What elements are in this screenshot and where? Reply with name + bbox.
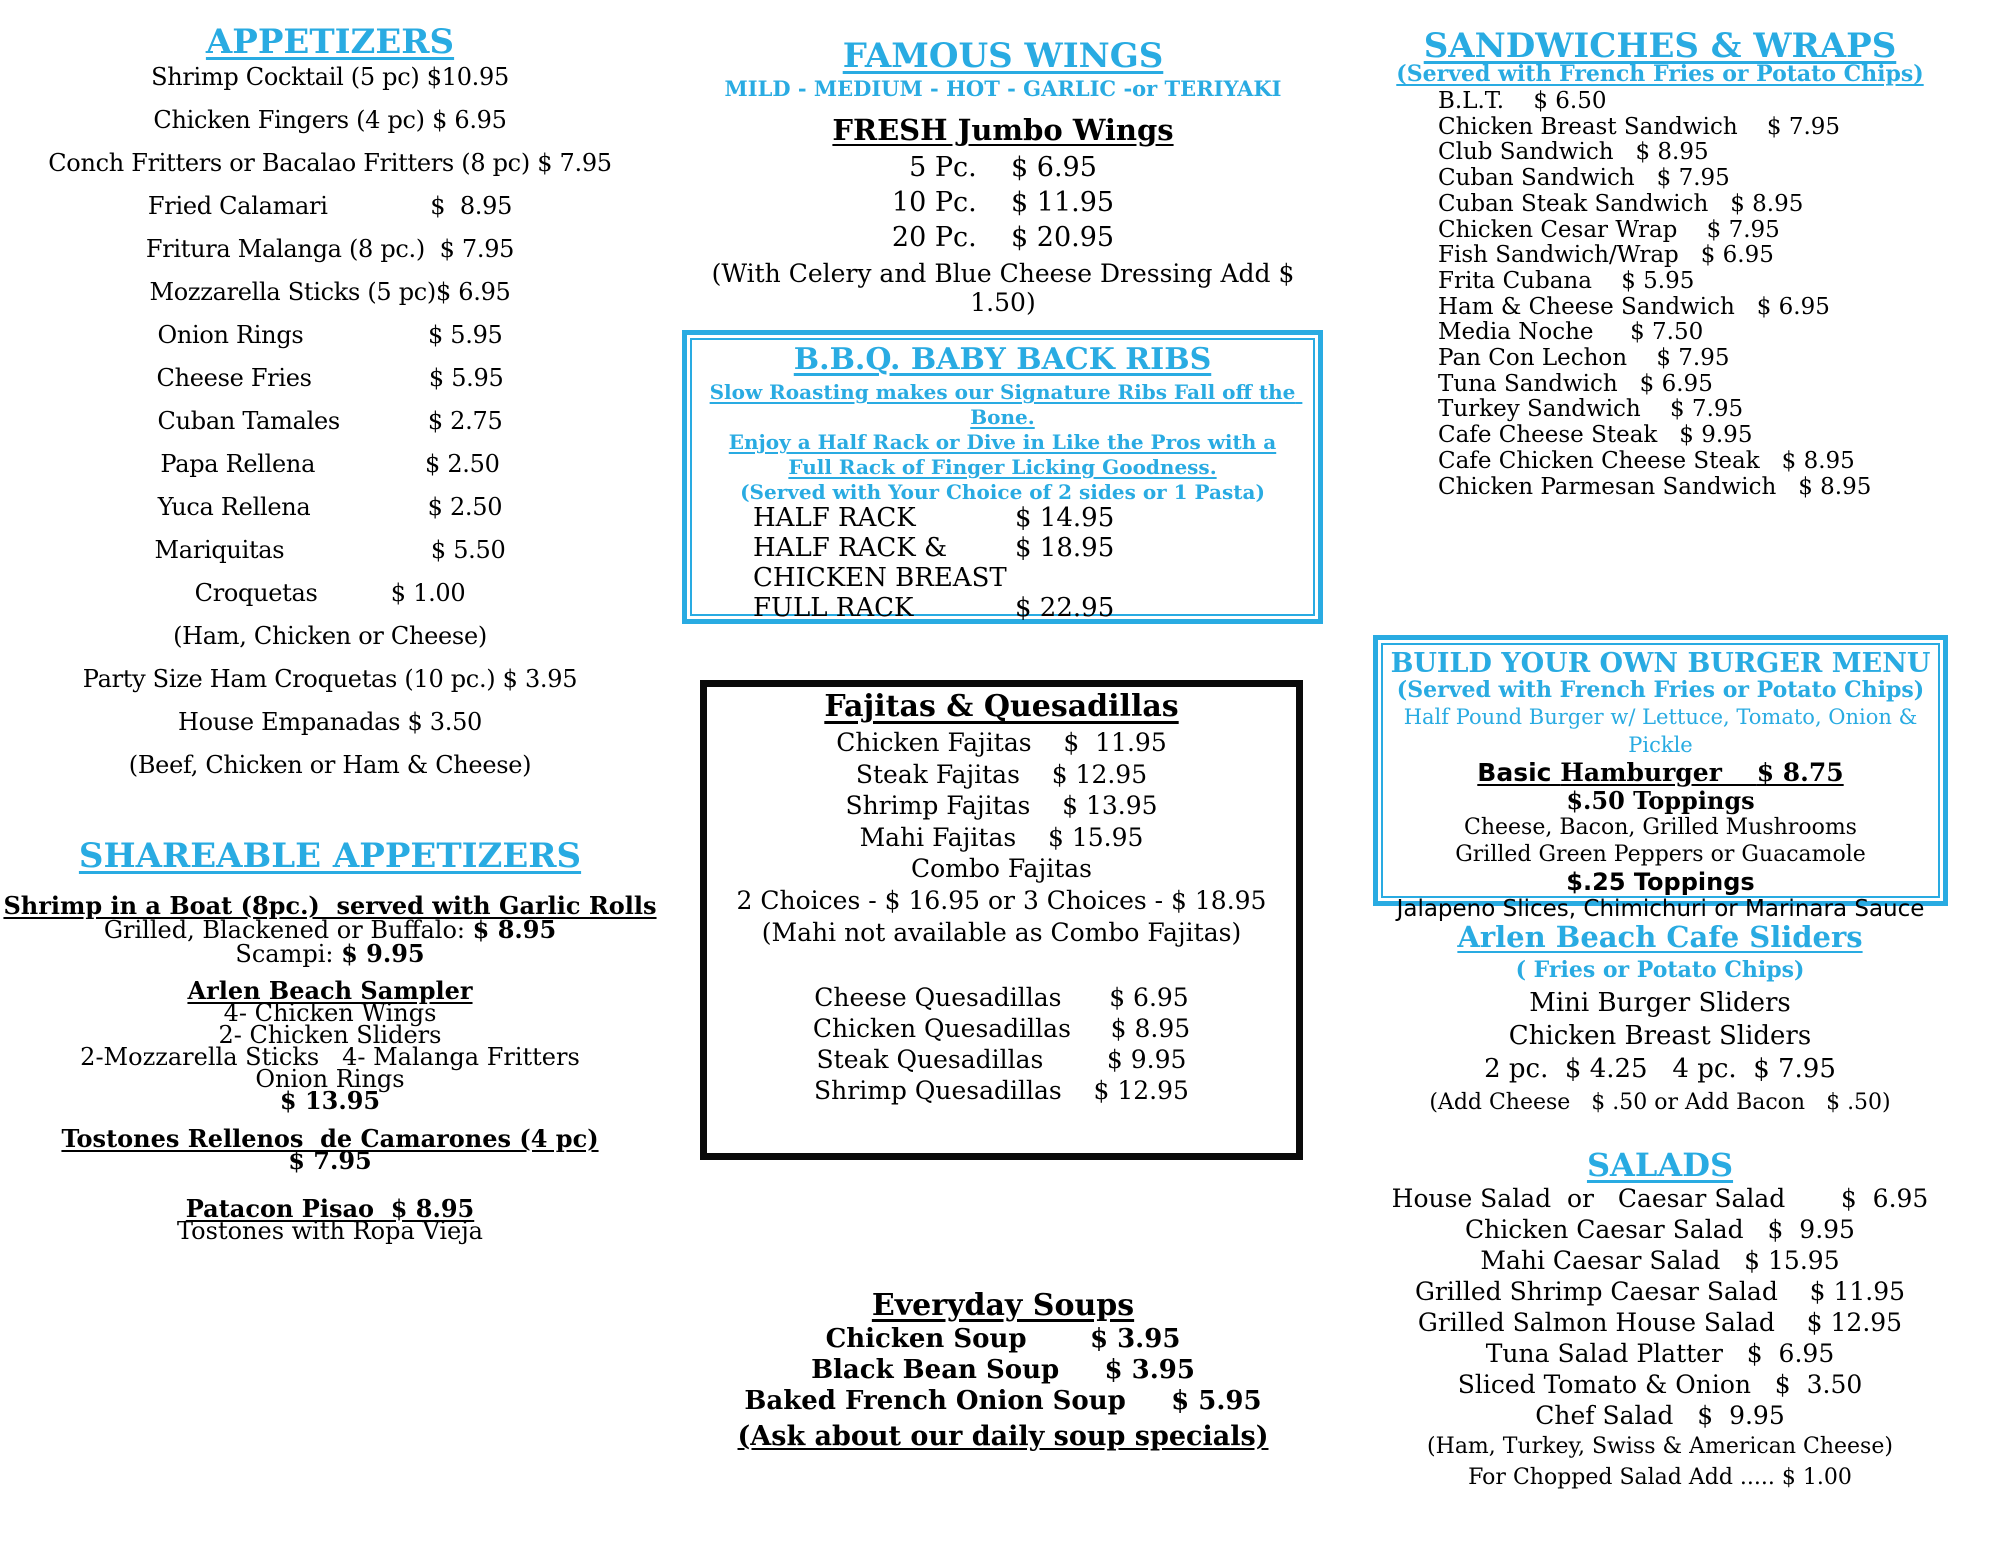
shareable-item: Shrimp in a Boat (8pc.) served with Garlic Rolls	[3, 891, 657, 920]
salads-title: SALADS	[1586, 1146, 1734, 1184]
wings-size-item: 20 Pc. $ 20.95	[891, 222, 1115, 253]
item-name: HALF RACK	[753, 503, 916, 533]
fajitas-item: Combo Fajitas	[911, 854, 1092, 884]
fajitas-item: Steak Fajitas $ 12.95	[855, 759, 1148, 789]
shareable-appetizers-title: SHAREABLE APPETIZERS	[78, 836, 582, 876]
arlen-beach-sampler-group	[0, 976, 660, 1115]
item-name: HALF RACK & CHICKEN BREAST	[753, 533, 1007, 593]
salad-item: Mahi Caesar Salad $ 15.95	[1480, 1246, 1840, 1275]
shareable-item: $ 13.95	[279, 1086, 381, 1115]
appetizer-item: Yuca Rellena $ 2.50	[157, 493, 503, 521]
burger-menu-lines	[1378, 677, 1943, 924]
burger-line: (Served with French Fries or Potato Chips)	[1396, 677, 1925, 703]
burger-line: Basic Hamburger $ 8.75	[1477, 758, 1844, 788]
wings-size-item: 10 Pc. $ 11.95	[891, 187, 1115, 218]
appetizer-item: Mozzarella Sticks (5 pc)$ 6.95	[149, 278, 511, 306]
salad-item: Chicken Caesar Salad $ 9.95	[1465, 1215, 1855, 1244]
shareable-item: $ 7.95	[288, 1146, 372, 1175]
sandwiches-item-list	[1438, 89, 1978, 500]
fresh-jumbo-wings-heading: FRESH Jumbo Wings	[832, 113, 1174, 147]
shareable-item: Scampi: $ 9.95	[235, 939, 425, 968]
salads-item-list	[1360, 1183, 1960, 1493]
slider-item: Chicken Breast Sliders	[1508, 1021, 1812, 1051]
sandwich-item: Turkey Sandwich $ 7.95	[1438, 396, 1744, 423]
cafe-sliders-title: Arlen Beach Cafe Sliders	[1457, 920, 1863, 954]
appetizer-item: Fried Calamari $ 8.95	[147, 192, 513, 220]
appetizer-item: Cuban Tamales $ 2.75	[157, 407, 503, 435]
fajitas-item-list	[707, 727, 1296, 948]
sandwiches-wraps-title: SANDWICHES & WRAPS	[1423, 26, 1897, 66]
soup-item: Baked French Onion Soup $ 5.95	[744, 1386, 1262, 1416]
bbq-price-row	[753, 593, 1318, 623]
appetizer-item: Croquetas $ 1.00	[194, 579, 466, 607]
salad-item: For Chopped Salad Add ..... $ 1.00	[1468, 1465, 1852, 1490]
shareable-item: 2- Chicken Sliders	[218, 1021, 442, 1049]
appetizer-item: (Ham, Chicken or Cheese)	[173, 622, 487, 650]
fajitas-title: Fajitas & Quesadillas	[824, 689, 1179, 724]
appetizer-item: Shrimp Cocktail (5 pc) $10.95	[151, 63, 509, 91]
everyday-soups-title: Everyday Soups	[871, 1288, 1135, 1323]
shareable-item: Arlen Beach Sampler	[187, 976, 473, 1005]
wings-flavors-subtitle: MILD - MEDIUM - HOT - GARLIC -or TERIYAKI	[724, 76, 1282, 101]
burger-line: Half Pound Burger w/ Lettuce, Tomato, Onion & Pickle	[1403, 705, 1924, 757]
soup-item: Black Bean Soup $ 3.95	[811, 1355, 1195, 1385]
quesadilla-item: Shrimp Quesadillas $ 12.95	[814, 1076, 1189, 1105]
sandwich-item: Fish Sandwich/Wrap $ 6.95	[1438, 242, 1774, 269]
appetizer-item: Party Size Ham Croquetas (10 pc.) $ 3.95	[82, 665, 578, 693]
bbq-description-line: Slow Roasting makes our Signature Ribs Fall off the Bone.	[709, 380, 1303, 429]
burger-line: Grilled Green Peppers or Guacamole	[1455, 842, 1866, 868]
sandwich-item: Tuna Sandwich $ 6.95	[1438, 370, 1713, 397]
bbq-price-row	[753, 533, 1318, 593]
item-price: $ 18.95	[1015, 533, 1115, 563]
slider-item: 2 pc. $ 4.25 4 pc. $ 7.95	[1484, 1054, 1836, 1084]
sandwich-item: Club Sandwich $ 8.95	[1438, 139, 1709, 166]
bbq-price-rows	[687, 503, 1318, 623]
appetizer-item: (Beef, Chicken or Ham & Cheese)	[128, 751, 532, 779]
sandwich-item: Ham & Cheese Sandwich $ 6.95	[1438, 293, 1830, 320]
bbq-description-line: (Served with Your Choice of 2 sides or 1 Pasta)	[740, 480, 1265, 504]
appetizer-item: Onion Rings $ 5.95	[157, 321, 503, 349]
burger-line: $.25 Toppings	[1566, 867, 1755, 896]
sandwich-item: Cuban Steak Sandwich $ 8.95	[1438, 190, 1804, 217]
bbq-title: B.B.Q. BABY BACK RIBS	[793, 342, 1212, 377]
sandwich-item: Chicken Parmesan Sandwich $ 8.95	[1438, 473, 1872, 500]
sandwiches-subtitle: (Served with French Fries or Potato Chips)	[1396, 61, 1924, 87]
appetizers-title: APPETIZERS	[205, 22, 455, 62]
bbq-description-line: Full Rack of Finger Licking Goodness.	[788, 455, 1217, 479]
shareable-item: 2-Mozzarella Sticks 4- Malanga Fritters	[80, 1043, 580, 1071]
bbq-description-line: Enjoy a Half Rack or Dive in Like the Pros with a	[728, 430, 1277, 454]
patacon-pisao-group	[0, 1194, 660, 1245]
sandwich-item: Cafe Chicken Cheese Steak $ 8.95	[1438, 447, 1855, 474]
appetizer-item: Papa Rellena $ 2.50	[160, 450, 500, 478]
burger-line: $.50 Toppings	[1566, 785, 1755, 815]
appetizer-item: House Empanadas $ 3.50	[177, 708, 483, 736]
bbq-description	[687, 380, 1318, 505]
sandwich-item: B.L.T. $ 6.50	[1438, 88, 1607, 114]
fajitas-item: Mahi Fajitas $ 15.95	[859, 822, 1144, 852]
burger-line: Cheese, Bacon, Grilled Mushrooms	[1464, 815, 1857, 841]
fajitas-item: (Mahi not available as Combo Fajitas)	[761, 917, 1242, 947]
slider-item: ( Fries or Potato Chips)	[1515, 957, 1805, 983]
build-your-own-burger-box	[1373, 635, 1948, 923]
shareable-item: Tostones with Ropa Vieja	[177, 1217, 483, 1245]
soups-item-list	[683, 1324, 1323, 1417]
burger-line: Jalapeno Slices, Chimichuri or Marinara Sauce	[1396, 896, 1925, 923]
tostones-rellenos-group	[0, 1124, 660, 1175]
sandwich-item: Chicken Cesar Wrap $ 7.95	[1438, 216, 1780, 243]
sandwich-item: Cuban Sandwich $ 7.95	[1438, 165, 1730, 192]
wings-size-item: 5 Pc. $ 6.95	[909, 152, 1097, 183]
bbq-price-row	[753, 503, 1318, 533]
slider-item: Mini Burger Sliders	[1529, 988, 1791, 1018]
famous-wings-title: FAMOUS WINGS	[842, 36, 1164, 76]
shareable-item: Onion Rings	[255, 1065, 405, 1093]
fajitas-item: 2 Choices - $ 16.95 or 3 Choices - $ 18.95	[736, 885, 1267, 915]
sandwich-item: Chicken Breast Sandwich $ 7.95	[1438, 113, 1841, 140]
shareable-item: Grilled, Blackened or Buffalo: $ 8.95	[103, 914, 557, 944]
bbq-baby-back-ribs-box	[682, 330, 1323, 624]
salad-item: (Ham, Turkey, Swiss & American Cheese)	[1427, 1434, 1893, 1459]
salad-item: Grilled Salmon House Salad $ 12.95	[1417, 1308, 1903, 1337]
wings-size-list	[683, 150, 1323, 255]
appetizer-item: Chicken Fingers (4 pc) $ 6.95	[153, 106, 507, 134]
appetizer-item: Mariquitas $ 5.50	[154, 536, 506, 564]
appetizers-item-list	[0, 56, 660, 787]
quesadilla-item: Cheese Quesadillas $ 6.95	[814, 983, 1189, 1012]
appetizer-item: Fritura Malanga (8 pc.) $ 7.95	[145, 235, 515, 263]
slider-item: (Add Cheese $ .50 or Add Bacon $ .50)	[1429, 1090, 1891, 1115]
quesadilla-item: Steak Quesadillas $ 9.95	[816, 1045, 1187, 1074]
fajitas-quesadillas-box	[700, 680, 1303, 1160]
salad-item: Chef Salad $ 9.95	[1535, 1401, 1785, 1430]
soups-note: (Ask about our daily soup specials)	[737, 1421, 1269, 1452]
appetizer-item: Conch Fritters or Bacalao Fritters (8 pc) $ 7.95	[48, 149, 612, 177]
quesadilla-item: Chicken Quesadillas $ 8.95	[812, 1014, 1191, 1043]
fajitas-item: Chicken Fajitas $ 11.95	[836, 728, 1167, 757]
shareable-item: 4- Chicken Wings	[223, 999, 437, 1027]
item-name: FULL RACK	[753, 593, 914, 623]
burger-menu-title: BUILD YOUR OWN BURGER MENU	[1390, 648, 1931, 679]
item-price: $ 14.95	[1015, 503, 1115, 533]
sliders-item-list	[1360, 954, 1960, 1119]
shareable-item: Tostones Rellenos de Camarones (4 pc)	[61, 1124, 599, 1153]
shrimp-in-a-boat-group	[0, 891, 660, 968]
fajitas-item: Shrimp Fajitas $ 13.95	[845, 791, 1158, 821]
appetizer-item: Cheese Fries $ 5.95	[156, 364, 504, 392]
salad-item: Tuna Salad Platter $ 6.95	[1485, 1339, 1835, 1368]
sandwich-item: Cafe Cheese Steak $ 9.95	[1438, 422, 1753, 449]
soup-item: Chicken Soup $ 3.95	[825, 1324, 1181, 1354]
sandwich-item: Pan Con Lechon $ 7.95	[1438, 345, 1730, 372]
quesadillas-item-list	[707, 982, 1296, 1106]
salad-item: House Salad or Caesar Salad $ 6.95	[1391, 1184, 1929, 1213]
sandwich-item: Frita Cubana $ 5.95	[1438, 267, 1695, 294]
item-price: $ 22.95	[1015, 593, 1115, 623]
salad-item: Grilled Shrimp Caesar Salad $ 11.95	[1414, 1277, 1906, 1306]
wings-note: (With Celery and Blue Cheese Dressing Add $ 1.50)	[711, 259, 1295, 317]
shareable-item: Patacon Pisao $ 8.95	[185, 1194, 475, 1223]
salad-item: Sliced Tomato & Onion $ 3.50	[1457, 1370, 1863, 1399]
sandwich-item: Media Noche $ 7.50	[1438, 319, 1704, 346]
